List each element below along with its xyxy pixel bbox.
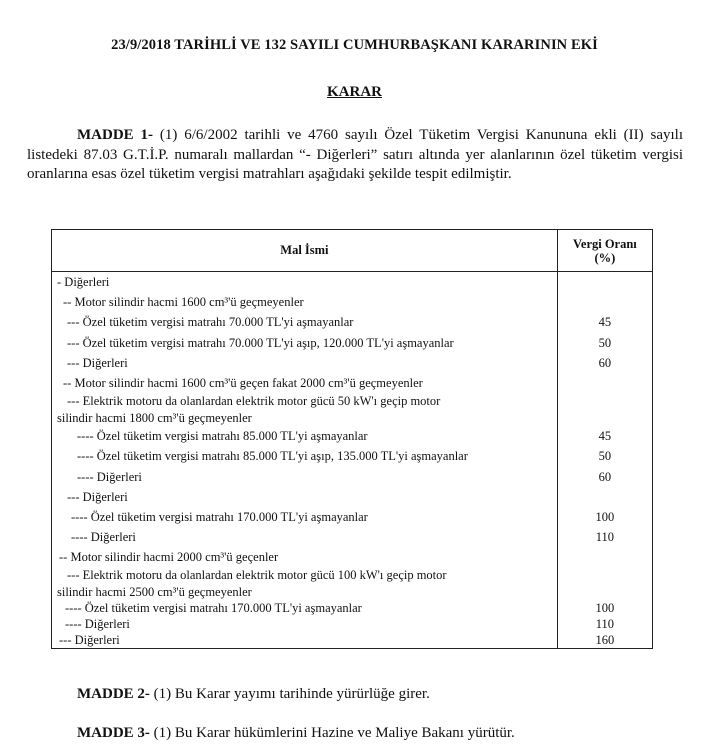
table-row-item-name: ---- Diğerleri <box>71 530 136 545</box>
table-row-tax-rate <box>558 373 652 393</box>
table-row-item-name: -- Motor silindir hacmi 1600 cm³'ü geçmeyenler <box>63 295 304 310</box>
table-body-row <box>52 272 653 649</box>
table-row-tax-rate: 45 <box>598 429 612 444</box>
table-row-tax-rate <box>558 393 652 426</box>
table-row-item-name: ---- Özel tüketim vergisi matrahı 85.000 TL'yi aşmayanlar <box>77 429 368 444</box>
table-row-item-name: --- Diğerleri <box>67 355 128 370</box>
article-3-text: (1) Bu Karar hükümlerini Hazine ve Maliye Bakanı yürütür. <box>153 725 515 741</box>
table-row-item-name: --- Özel tüketim vergisi matrahı 70.000 TL'yi aşıp, 120.000 TL'yi aşmayanlar <box>67 335 454 350</box>
table-row-item-name: ---- Özel tüketim vergisi matrahı 170.000 TL'yi aşmayanlar <box>71 509 368 524</box>
article-1-text: (1) 6/6/2002 tarihli ve 4760 sayılı Özel Tüketim Vergisi Kanununa ekli (II) sayılı listedeki 87.03 G.T.İ.P. numaralı mallardan “- Diğerleri” satırı altında yer alanlarının özel tüketim vergisi oranlarına esas özel tüketim vergisi matrahları aşağıdaki şekilde tespit edilmiştir. <box>27 127 684 182</box>
article-2-text: (1) Bu Karar yayımı tarihinde yürürlüğe girer. <box>153 686 430 702</box>
table-row-item-name: ---- Diğerleri <box>65 617 130 632</box>
tax-rates-cell <box>557 272 652 649</box>
table-row-item-name: --- Özel tüketim vergisi matrahı 70.000 TL'yi aşmayanlar <box>67 315 354 330</box>
table-row-item-name-continued: silindir hacmi 1800 cm³'ü geçmeyenler <box>57 411 252 426</box>
table-row-item-name: --- Elektrik motoru da olanlardan elektrik motor gücü 100 kW'ı geçip motor <box>67 568 447 583</box>
table-header-row <box>52 230 653 272</box>
table-row-tax-rate: 100 <box>595 509 615 524</box>
table-row-tax-rate <box>558 547 652 567</box>
article-2 <box>77 686 430 703</box>
table-row-item-name: ---- Diğerleri <box>77 469 142 484</box>
table-row-item-name: --- Diğerleri <box>67 489 128 504</box>
item-names-cell <box>52 272 558 649</box>
table-row-item-name: -- Motor silindir hacmi 1600 cm³'ü geçen fakat 2000 cm³'ü geçmeyenler <box>63 375 423 390</box>
column-header-tax-rate <box>557 230 652 272</box>
article-2-label: MADDE 2- <box>77 686 150 702</box>
table-row-tax-rate: 50 <box>598 449 612 464</box>
article-3-label: MADDE 3- <box>77 725 150 741</box>
table-row-item-name: ---- Özel tüketim vergisi matrahı 170.000 TL'yi aşmayanlar <box>65 601 362 616</box>
document-title: 23/9/2018 TARİHLİ VE 132 SAYILI CUMHURBAŞKANI KARARININ EKİ <box>111 37 598 53</box>
column-header-tax-rate-line2: (%) <box>594 250 616 265</box>
table-row-item-name: --- Elektrik motoru da olanlardan elektrik motor gücü 50 kW'ı geçip motor <box>67 394 441 409</box>
table-row-item-name: --- Diğerleri <box>59 633 120 648</box>
table-row-tax-rate: 160 <box>595 633 615 648</box>
table-row-tax-rate: 60 <box>598 469 612 484</box>
table-row-tax-rate: 50 <box>598 335 612 350</box>
karar-heading: KARAR <box>327 84 382 100</box>
article-3 <box>77 725 515 742</box>
table-row-tax-rate: 45 <box>598 315 612 330</box>
table-row-tax-rate <box>558 487 652 507</box>
table-row-tax-rate <box>558 292 652 312</box>
tax-rate-table <box>51 229 653 649</box>
table-row-tax-rate: 110 <box>595 530 615 545</box>
table-row-tax-rate <box>558 567 652 600</box>
table-row-tax-rate <box>558 272 652 292</box>
article-1-label: MADDE 1- <box>77 127 154 143</box>
column-header-item-name: Mal İsmi <box>52 230 558 272</box>
table-row-item-name-continued: silindir hacmi 2500 cm³'ü geçmeyenler <box>57 585 252 600</box>
table-row-item-name: - Diğerleri <box>57 275 110 289</box>
table-row-tax-rate: 60 <box>598 355 612 370</box>
column-header-tax-rate-line1: Vergi Oranı <box>573 236 637 251</box>
table-row-item-name: -- Motor silindir hacmi 2000 cm³'ü geçenler <box>59 550 279 565</box>
table-row-tax-rate: 110 <box>595 617 615 632</box>
table-row-tax-rate: 100 <box>595 601 615 616</box>
article-1 <box>27 126 683 185</box>
table-row-item-name: ---- Özel tüketim vergisi matrahı 85.000 TL'yi aşıp, 135.000 TL'yi aşmayanlar <box>77 449 468 464</box>
